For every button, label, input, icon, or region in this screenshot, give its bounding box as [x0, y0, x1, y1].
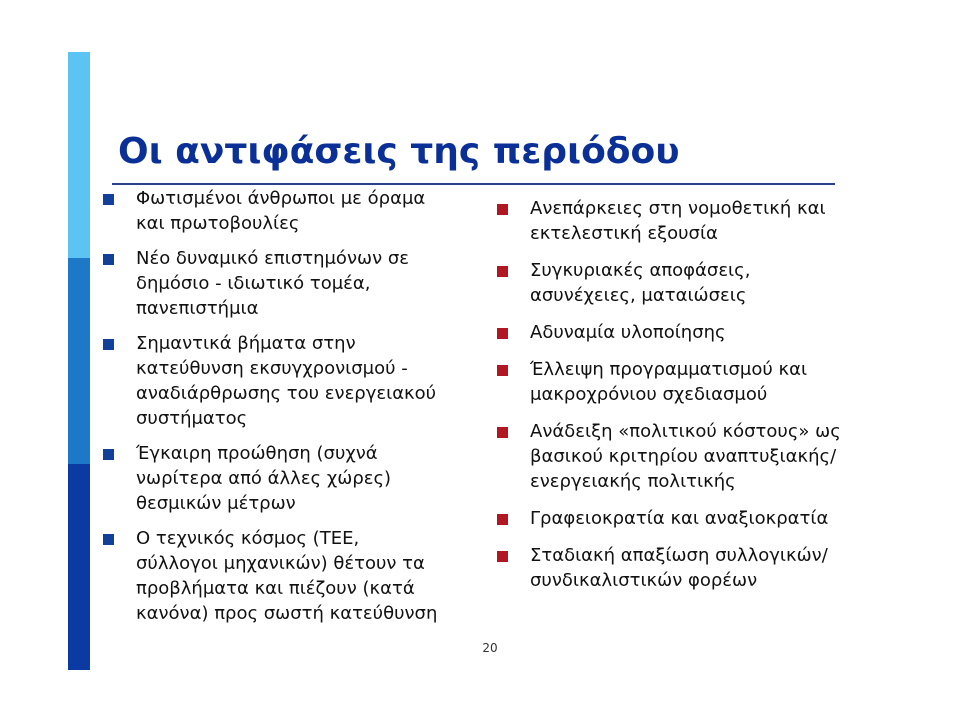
right-bullet-item-line: εκτελεστική εξουσία: [530, 223, 718, 244]
square-bullet-icon: [497, 365, 508, 376]
right-bullet-item-line: Σταδιακή απαξίωση συλλογικών/: [530, 545, 828, 566]
right-bullet-item-line: Ανάδειξη «πολιτικού κόστους» ως: [530, 421, 841, 442]
left-bullet-item-line: αναδιάρθρωσης του ενεργειακού: [136, 383, 437, 404]
square-bullet-icon: [103, 194, 114, 205]
side-bar-mid: [68, 258, 90, 464]
title-underline: [112, 183, 835, 185]
right-bullet-item-line: μακροχρόνιου σχεδιασμού: [530, 384, 768, 405]
square-bullet-icon: [103, 254, 114, 265]
left-bullet-item-line: Νέο δυναμικό επιστημόνων σε: [136, 248, 409, 269]
right-bullet-item: [497, 419, 877, 494]
right-bullet-item: [497, 320, 877, 345]
left-bullet-item-line: θεσμικών μέτρων: [136, 493, 296, 514]
right-bullet-item: [497, 196, 877, 246]
left-bullet-item-line: σύλλογοι μηχανικών) θέτουν τα: [136, 553, 425, 574]
right-bullet-item: [497, 543, 877, 593]
right-bullet-item: [497, 357, 877, 407]
square-bullet-icon: [497, 427, 508, 438]
left-bullet-item-line: κανόνα) προς σωστή κατεύθυνση: [136, 603, 438, 624]
left-bullet-item: [103, 246, 483, 321]
right-bullet-item: [497, 258, 877, 308]
page-number: 20: [482, 641, 498, 655]
left-bullet-item: [103, 441, 483, 516]
square-bullet-icon: [497, 328, 508, 339]
right-bullet-list: [497, 196, 877, 605]
left-bullet-item-line: κατεύθυνση εκσυγχρονισμού -: [136, 358, 408, 379]
right-bullet-item-line: Συγκυριακές αποφάσεις,: [530, 260, 751, 281]
side-bar-dark: [68, 464, 90, 670]
side-bar-light: [68, 52, 90, 258]
left-bullet-item-line: Έγκαιρη προώθηση (συχνά: [136, 443, 378, 464]
left-bullet-item-line: πανεπιστήμια: [136, 298, 259, 319]
left-bullet-item-line: Ο τεχνικός κόσμος (ΤΕΕ,: [136, 528, 360, 549]
right-bullet-item-line: ασυνέχειες, ματαιώσεις: [530, 285, 747, 306]
square-bullet-icon: [497, 514, 508, 525]
square-bullet-icon: [103, 449, 114, 460]
right-bullet-item-line: Ανεπάρκειες στη νομοθετική και: [530, 198, 826, 219]
left-bullet-item-line: συστήματος: [136, 408, 248, 429]
left-bullet-item-line: δημόσιο - ιδιωτικό τομέα,: [136, 273, 371, 294]
left-bullet-item-line: προβλήματα και πιέζουν (κατά: [136, 578, 415, 599]
right-bullet-item-line: συνδικαλιστικών φορέων: [530, 570, 758, 591]
right-bullet-item-line: Γραφειοκρατία και αναξιοκρατία: [530, 508, 829, 529]
left-bullet-item-line: και πρωτοβουλίες: [136, 213, 300, 234]
right-bullet-item-line: ενεργειακής πολιτικής: [530, 471, 736, 492]
left-bullet-item-line: νωρίτερα από άλλες χώρες): [136, 468, 392, 489]
right-bullet-item-line: Αδυναμία υλοποίησης: [530, 322, 726, 343]
square-bullet-icon: [497, 266, 508, 277]
left-bullet-item: [103, 331, 483, 431]
left-bullet-list: [103, 186, 483, 636]
square-bullet-icon: [103, 339, 114, 350]
square-bullet-icon: [103, 534, 114, 545]
left-bullet-item-line: Σημαντικά βήματα στην: [136, 333, 356, 354]
square-bullet-icon: [497, 551, 508, 562]
right-bullet-item: [497, 506, 877, 531]
left-bullet-item-line: Φωτισμένοι άνθρωποι με όραμα: [136, 188, 426, 209]
left-bullet-item: [103, 186, 483, 236]
right-bullet-item-line: Έλλειψη προγραμματισμού και: [530, 359, 808, 380]
left-bullet-item: [103, 526, 483, 626]
slide-title: Οι αντιφάσεις της περιόδου: [118, 131, 680, 172]
right-bullet-item-line: βασικού κριτηρίου αναπτυξιακής/: [530, 446, 837, 467]
square-bullet-icon: [497, 204, 508, 215]
